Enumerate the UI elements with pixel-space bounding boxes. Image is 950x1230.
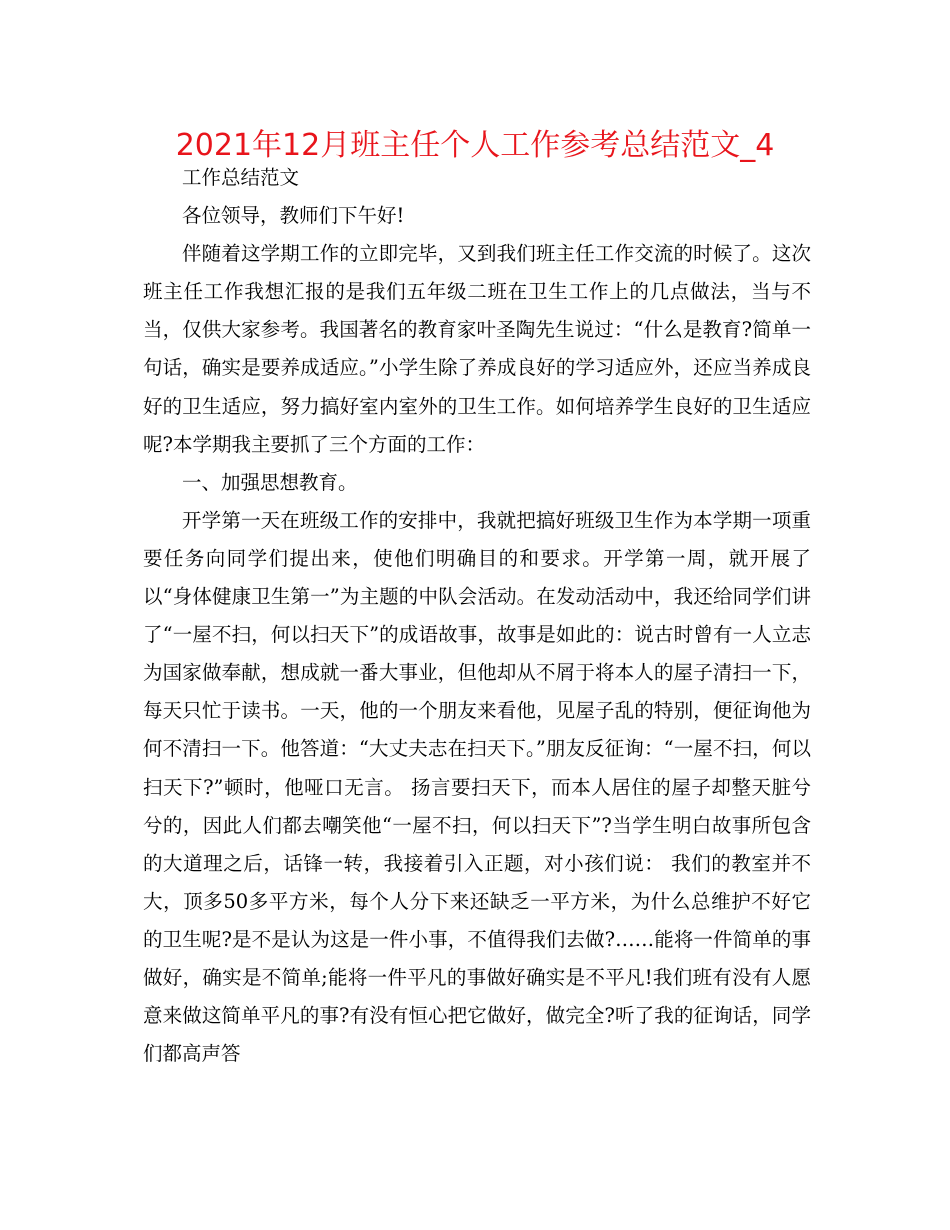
document-body xyxy=(143,159,811,1073)
paragraph-greeting: 各位领导，教师们下午好! xyxy=(182,204,405,228)
paragraph-section-heading: 一、加强思想教育。 xyxy=(182,470,358,494)
paragraph-heading-label: 工作总结范文 xyxy=(182,166,300,189)
paragraph-intro: 伴随着这学期工作的立即完毕，又到我们班主任工作交流的时候了。这次班主任工作我想汇报的是我们五年级二班在卫生工作上的几点做法，当与不当，仅供大家参考。我国著名的教育家叶圣陶先生说过：“什么是教育?简单一句话，确实是要养成适应。”小学生除了养成良好的学习适应外，还应当养成良好的卫生适应，努力搞好室内室外的卫生工作。如何培养学生良好的卫生适应呢?本学期我主要抓了三个方面的工作： xyxy=(143,242,811,456)
paragraph-story: 开学第一天在班级工作的安排中，我就把搞好班级卫生作为本学期一项重要任务向同学们提出来，使他们明确目的和要求。开学第一周，就开展了以“身体健康卫生第一”为主题的中队会活动。在发动活动中，我还给同学们讲了“一屋不扫，何以扫天下”的成语故事，故事是如此的：说古时曾有一人立志为国家做奉献，想成就一番大事业，但他却从不屑于将本人的屋子清扫一下，每天只忙于读书。一天，他的一个朋友来看他，见屋子乱的特别，便征询他为何不清扫一下。他答道：“大丈夫志在扫天下。”朋友反征询：“一屋不扫，何以扫天下?”顿时，他哑口无言。 扬言要扫天下，而本人居住的屋子却整天脏兮兮的，因此人们都去嘲笑他“一屋不扫，何以扫天下”?当学生明白故事所包含的大道理之后，话锋一转，我接着引入正题，对小孩们说： 我们的教室并不大，顶多50多平方米，每个人分下来还缺乏一平方米，为什么总维护不好它的卫生呢?是不是认为这是一件小事，不值得我们去做?……能将一件简单的事做好，确实是不简单;能将一件平凡的事做好确实是不平凡!我们班有没有人愿意来做这简单平凡的事?有没有恒心把它做好，做完全?听了我的征询话，同学们都高声答 xyxy=(143,508,811,1066)
document-title: 2021年12月班主任个人工作参考总结范文_4 xyxy=(175,128,775,163)
